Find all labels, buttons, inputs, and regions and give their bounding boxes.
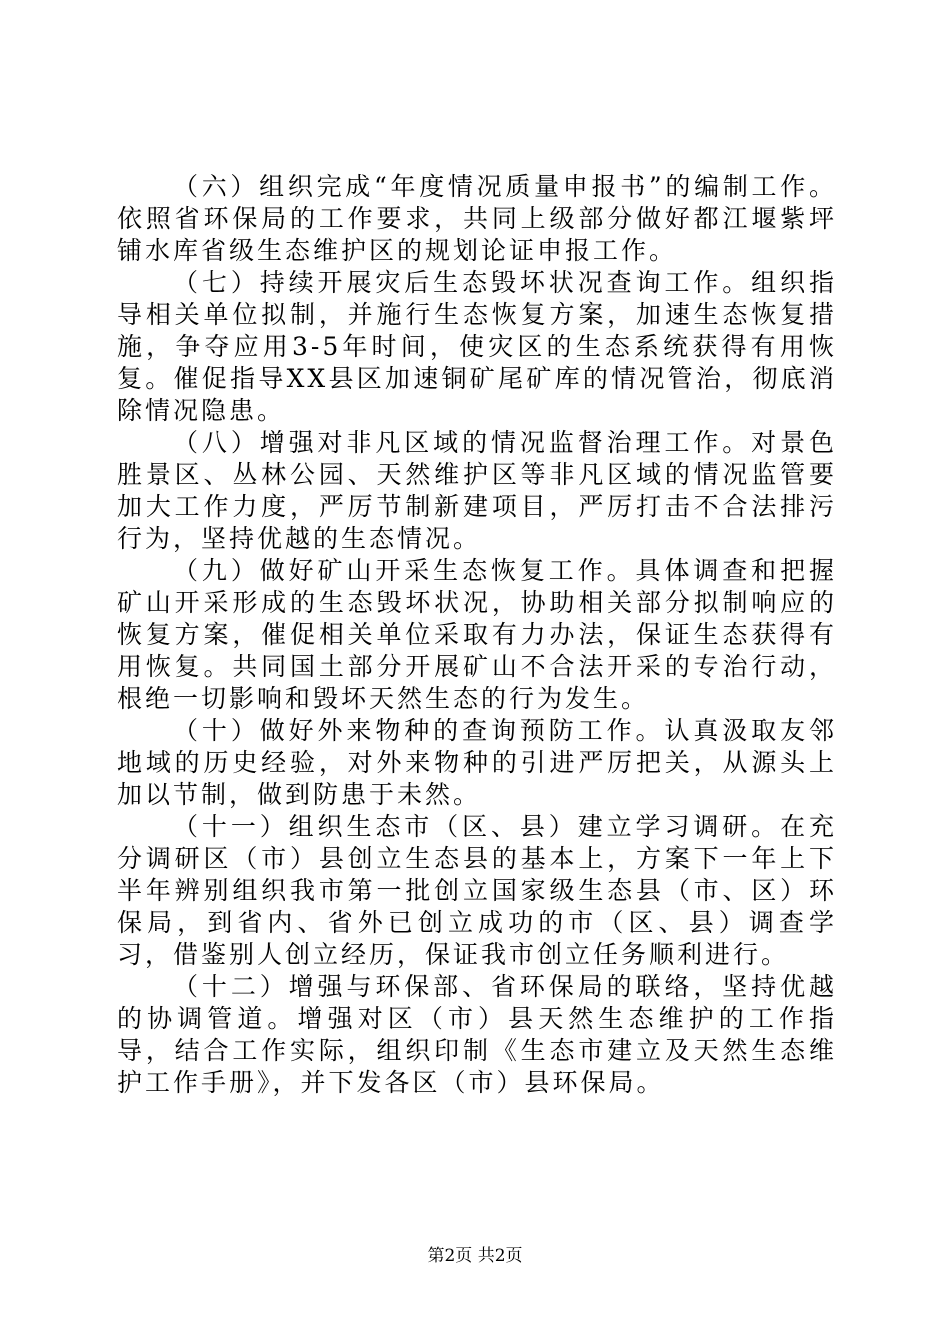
paragraph-7: （七）持续开展灾后生态毁坏状况查询工作。组织指导相关单位拟制，并施行生态恢复方案，加速生态恢复措施，争夺应用3-5年时间，使灾区的生态系统获得有用恢复。催促指导XX县区加速铜矿尾矿库的情况管治，彻底消除情况隐患。 (117, 268, 837, 425)
paragraph-9: （九）做好矿山开采生态恢复工作。具体调查和把握矿山开采形成的生态毁坏状况，协助相关部分拟制响应的恢复方案，催促相关单位采取有力办法，保证生态获得有用恢复。共同国土部分开展矿山不合法开采的专治行动，根绝一切影响和毁坏天然生态的行为发生。 (117, 556, 837, 713)
paragraph-8: （八）增强对非凡区域的情况监督治理工作。对景色胜景区、丛林公园、天然维护区等非凡区域的情况监管要加大工作力度，严厉节制新建项目，严厉打击不合法排污行为，坚持优越的生态情况。 (117, 428, 837, 553)
page-number-footer: 第2页 共2页 (427, 1246, 523, 1266)
paragraph-12: （十二）增强与环保部、省环保局的联络，坚持优越的协调管道。增强对区（市）县天然生态维护的工作指导，结合工作实际，组织印制《生态市建立及天然生态维护工作手册》，并下发各区（市）县环保局。 (117, 972, 837, 1097)
paragraph-6: （六）组织完成“年度情况质量申报书”的编制工作。依照省环保局的工作要求，共同上级部分做好都江堰紫坪铺水库省级生态维护区的规划论证申报工作。 (117, 172, 837, 265)
paragraph-11: （十一）组织生态市（区、县）建立学习调研。在充分调研区（市）县创立生态县的基本上，方案下一年上下半年辨别组织我市第一批创立国家级生态县（市、区）环保局，到省内、省外已创立成功的市（区、县）调查学习，借鉴别人创立经历，保证我市创立任务顺利进行。 (117, 812, 837, 969)
document-body (117, 171, 837, 1099)
paragraph-10: （十）做好外来物种的查询预防工作。认真汲取友邻地域的历史经验，对外来物种的引进严厉把关，从源头上加以节制，做到防患于未然。 (117, 716, 837, 809)
